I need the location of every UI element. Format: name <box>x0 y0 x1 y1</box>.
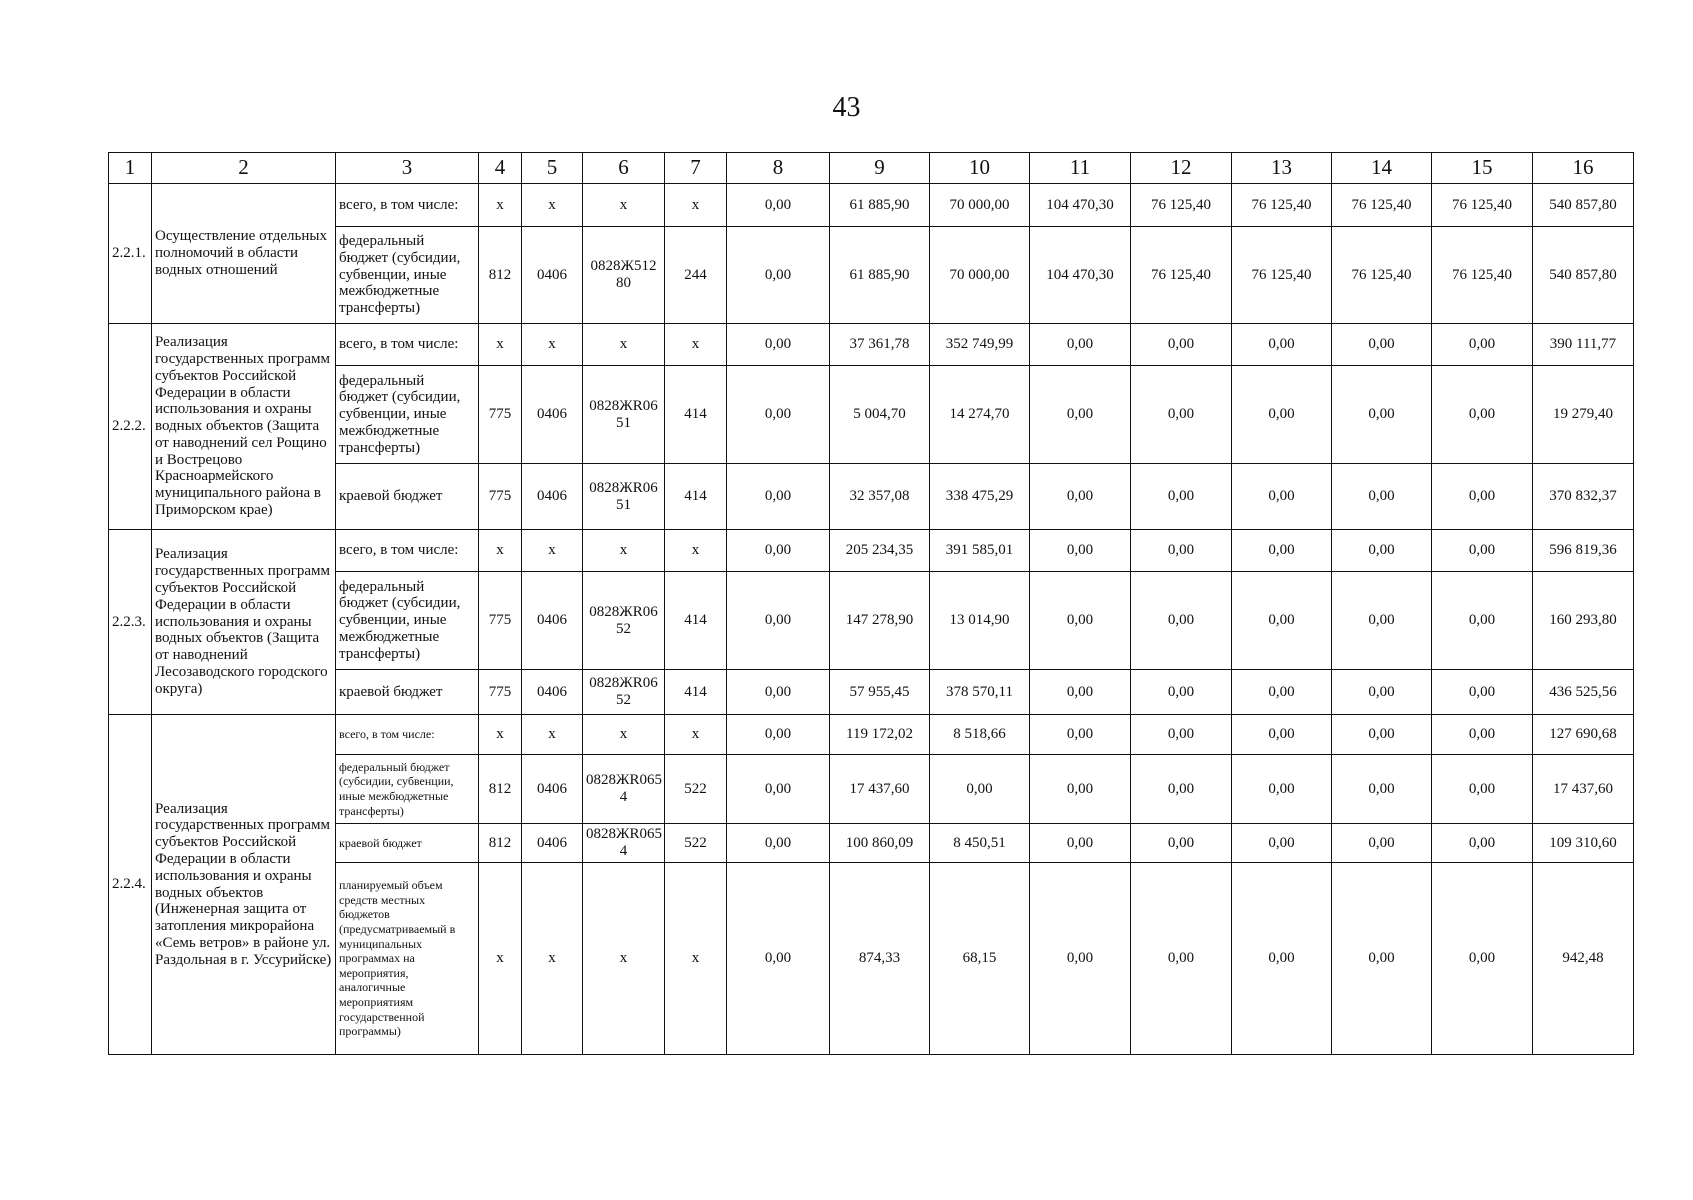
cell: 0,00 <box>1131 572 1232 670</box>
cell: х <box>583 715 665 755</box>
cell: 0,00 <box>1030 324 1131 366</box>
cell: 37 361,78 <box>830 324 930 366</box>
cell: 119 172,02 <box>830 715 930 755</box>
header-cell: 2 <box>152 153 336 184</box>
cell: 0,00 <box>1332 324 1432 366</box>
cell: 0,00 <box>930 755 1030 824</box>
header-cell: 7 <box>665 153 727 184</box>
cell: х <box>479 324 522 366</box>
cell: 0,00 <box>1332 464 1432 530</box>
measure-name: Осуществление отдельных полномочий в области водных отношений <box>152 184 336 324</box>
cell: 775 <box>479 464 522 530</box>
cell: х <box>665 530 727 572</box>
table-row <box>109 863 1634 1055</box>
cell: 70 000,00 <box>930 184 1030 227</box>
cell: 0,00 <box>1432 324 1533 366</box>
cell: х <box>583 863 665 1055</box>
cell: 17 437,60 <box>1533 755 1634 824</box>
cell: 0,00 <box>1232 824 1332 863</box>
cell: 0,00 <box>1232 464 1332 530</box>
cell: 0,00 <box>1332 824 1432 863</box>
header-cell: 5 <box>522 153 583 184</box>
cell: 0,00 <box>1131 530 1232 572</box>
cell: 0828ЖR06 52 <box>583 572 665 670</box>
cell: х <box>665 715 727 755</box>
cell: 76 125,40 <box>1332 184 1432 227</box>
cell: 0,00 <box>1232 755 1332 824</box>
cell: 0406 <box>522 227 583 324</box>
cell: 57 955,45 <box>830 670 930 715</box>
cell: х <box>583 324 665 366</box>
cell: 19 279,40 <box>1533 366 1634 464</box>
cell: 0,00 <box>1232 715 1332 755</box>
cell: 0,00 <box>1232 572 1332 670</box>
cell: 775 <box>479 572 522 670</box>
cell: 0406 <box>522 366 583 464</box>
table-row <box>109 755 1634 824</box>
cell: х <box>479 530 522 572</box>
cell: х <box>522 530 583 572</box>
table-row <box>109 366 1634 464</box>
cell: 414 <box>665 572 727 670</box>
funding-source: краевой бюджет <box>336 464 479 530</box>
cell: 8 518,66 <box>930 715 1030 755</box>
cell: 775 <box>479 366 522 464</box>
cell: 109 310,60 <box>1533 824 1634 863</box>
cell: 0,00 <box>1332 670 1432 715</box>
funding-source: всего, в том числе: <box>336 715 479 755</box>
cell: 352 749,99 <box>930 324 1030 366</box>
cell: 0,00 <box>1131 324 1232 366</box>
cell: 0,00 <box>1131 715 1232 755</box>
cell: 104 470,30 <box>1030 227 1131 324</box>
cell: 0,00 <box>1432 366 1533 464</box>
cell: 127 690,68 <box>1533 715 1634 755</box>
funding-source: федеральный бюджет (субсидии, субвенции, иные межбюджетные трансферты) <box>336 572 479 670</box>
cell: 0,00 <box>1030 670 1131 715</box>
measure-code: 2.2.3. <box>109 530 152 715</box>
header-cell: 4 <box>479 153 522 184</box>
cell: 0828ЖR06 51 <box>583 366 665 464</box>
table-row <box>109 227 1634 324</box>
cell: 0,00 <box>1030 366 1131 464</box>
cell: 0,00 <box>727 324 830 366</box>
cell: 596 819,36 <box>1533 530 1634 572</box>
cell: 0,00 <box>1030 572 1131 670</box>
cell: 874,33 <box>830 863 930 1055</box>
table-row <box>109 715 1634 755</box>
cell: 0,00 <box>1232 366 1332 464</box>
cell: 61 885,90 <box>830 227 930 324</box>
measure-name: Реализация государственных программ субъектов Российской Федерации в области использования и охраны водных объектов (Инженерная защита от затопления микрорайона «Семь ветров» в районе ул. Раздольная в г. Уссурийске) <box>152 715 336 1055</box>
cell: 0828ЖR065 4 <box>583 755 665 824</box>
cell: 0,00 <box>1131 366 1232 464</box>
cell: 100 860,09 <box>830 824 930 863</box>
cell: 0,00 <box>1332 715 1432 755</box>
table-row <box>109 464 1634 530</box>
cell: 0,00 <box>1232 670 1332 715</box>
cell: 436 525,56 <box>1533 670 1634 715</box>
cell: 540 857,80 <box>1533 227 1634 324</box>
cell: 0,00 <box>1432 530 1533 572</box>
measure-code: 2.2.2. <box>109 324 152 530</box>
cell: х <box>522 715 583 755</box>
cell: х <box>522 324 583 366</box>
cell: х <box>479 863 522 1055</box>
cell: 0,00 <box>1332 572 1432 670</box>
table-row <box>109 530 1634 572</box>
cell: 0,00 <box>1131 824 1232 863</box>
cell: 17 437,60 <box>830 755 930 824</box>
cell: 812 <box>479 227 522 324</box>
cell: 0,00 <box>1030 824 1131 863</box>
cell: 0,00 <box>1030 755 1131 824</box>
cell: 0,00 <box>727 227 830 324</box>
cell: 0,00 <box>1432 755 1533 824</box>
cell: 76 125,40 <box>1432 227 1533 324</box>
cell: 68,15 <box>930 863 1030 1055</box>
cell: 0,00 <box>727 464 830 530</box>
cell: 160 293,80 <box>1533 572 1634 670</box>
cell: 370 832,37 <box>1533 464 1634 530</box>
header-cell: 9 <box>830 153 930 184</box>
cell: 0,00 <box>1432 670 1533 715</box>
cell: х <box>583 530 665 572</box>
cell: 0406 <box>522 572 583 670</box>
cell: х <box>479 715 522 755</box>
cell: 0,00 <box>727 670 830 715</box>
cell: 0,00 <box>1432 464 1533 530</box>
cell: 540 857,80 <box>1533 184 1634 227</box>
cell: 0,00 <box>1332 366 1432 464</box>
cell: 76 125,40 <box>1332 227 1432 324</box>
cell: 414 <box>665 464 727 530</box>
header-cell: 8 <box>727 153 830 184</box>
cell: 5 004,70 <box>830 366 930 464</box>
cell: 76 125,40 <box>1131 184 1232 227</box>
cell: 0,00 <box>1432 572 1533 670</box>
cell: 391 585,01 <box>930 530 1030 572</box>
cell: 414 <box>665 670 727 715</box>
funding-source: планируемый объем средств местных бюджетов (предусматриваемый в муниципальных программах на мероприятия, аналогичные мероприятиям государственной программы) <box>336 863 479 1055</box>
cell: х <box>665 184 727 227</box>
cell: х <box>583 184 665 227</box>
cell: 0,00 <box>1131 755 1232 824</box>
header-cell: 1 <box>109 153 152 184</box>
measure-name: Реализация государственных программ субъектов Российской Федерации в области использования и охраны водных объектов (Защита от наводнений сел Рощино и Вострецово Красноармейского муниципального района в Приморском крае) <box>152 324 336 530</box>
cell: 0,00 <box>1030 464 1131 530</box>
cell: 942,48 <box>1533 863 1634 1055</box>
table-row <box>109 824 1634 863</box>
cell: 0,00 <box>1432 824 1533 863</box>
cell: 0,00 <box>727 863 830 1055</box>
cell: 0,00 <box>1131 464 1232 530</box>
header-cell: 10 <box>930 153 1030 184</box>
cell: 414 <box>665 366 727 464</box>
cell: 0,00 <box>727 366 830 464</box>
cell: 8 450,51 <box>930 824 1030 863</box>
table-row <box>109 670 1634 715</box>
cell: 76 125,40 <box>1232 227 1332 324</box>
cell: 0,00 <box>727 715 830 755</box>
funding-source: всего, в том числе: <box>336 324 479 366</box>
cell: 522 <box>665 824 727 863</box>
header-cell: 12 <box>1131 153 1232 184</box>
funding-source: федеральный бюджет (субсидии, субвенции, иные межбюджетные трансферты) <box>336 366 479 464</box>
header-cell: 3 <box>336 153 479 184</box>
funding-source: краевой бюджет <box>336 670 479 715</box>
cell: 338 475,29 <box>930 464 1030 530</box>
cell: 104 470,30 <box>1030 184 1131 227</box>
cell: 0,00 <box>1332 530 1432 572</box>
cell: 390 111,77 <box>1533 324 1634 366</box>
header-cell: 15 <box>1432 153 1533 184</box>
cell: 0,00 <box>1030 863 1131 1055</box>
table-row <box>109 324 1634 366</box>
cell: 0406 <box>522 670 583 715</box>
cell: 0,00 <box>1232 324 1332 366</box>
cell: 0,00 <box>1030 530 1131 572</box>
cell: 775 <box>479 670 522 715</box>
cell: 76 125,40 <box>1131 227 1232 324</box>
measure-name: Реализация государственных программ субъектов Российской Федерации в области использования и охраны водных объектов (Защита от наводнений Лесозаводского городского округа) <box>152 530 336 715</box>
budget-table <box>108 152 1634 1055</box>
cell: 0828Ж512 80 <box>583 227 665 324</box>
cell: 0,00 <box>1232 863 1332 1055</box>
funding-source: всего, в том числе: <box>336 184 479 227</box>
table-row <box>109 184 1634 227</box>
funding-source: краевой бюджет <box>336 824 479 863</box>
funding-source: федеральный бюджет (субсидии, субвенции, иные межбюджетные трансферты) <box>336 227 479 324</box>
header-cell: 6 <box>583 153 665 184</box>
cell: 0828ЖR06 51 <box>583 464 665 530</box>
cell: 0,00 <box>1432 715 1533 755</box>
cell: 61 885,90 <box>830 184 930 227</box>
cell: 0,00 <box>1131 863 1232 1055</box>
cell: 147 278,90 <box>830 572 930 670</box>
cell: 244 <box>665 227 727 324</box>
cell: х <box>522 184 583 227</box>
measure-code: 2.2.1. <box>109 184 152 324</box>
cell: 0,00 <box>1131 670 1232 715</box>
cell: 0828ЖR065 4 <box>583 824 665 863</box>
cell: х <box>479 184 522 227</box>
cell: 0,00 <box>727 184 830 227</box>
header-cell: 11 <box>1030 153 1131 184</box>
cell: 32 357,08 <box>830 464 930 530</box>
header-cell: 16 <box>1533 153 1634 184</box>
cell: 13 014,90 <box>930 572 1030 670</box>
header-row <box>109 153 1634 184</box>
header-cell: 14 <box>1332 153 1432 184</box>
cell: 0,00 <box>1332 755 1432 824</box>
cell: 0,00 <box>727 572 830 670</box>
cell: 812 <box>479 824 522 863</box>
cell: х <box>665 863 727 1055</box>
cell: 0,00 <box>1432 863 1533 1055</box>
cell: 70 000,00 <box>930 227 1030 324</box>
cell: х <box>522 863 583 1055</box>
cell: 76 125,40 <box>1432 184 1533 227</box>
table-row <box>109 572 1634 670</box>
cell: 522 <box>665 755 727 824</box>
cell: 205 234,35 <box>830 530 930 572</box>
cell: 0406 <box>522 464 583 530</box>
funding-source: федеральный бюджет (субсидии, субвенции, иные межбюджетные трансферты) <box>336 755 479 824</box>
header-cell: 13 <box>1232 153 1332 184</box>
page-number: 43 <box>832 92 861 123</box>
measure-code: 2.2.4. <box>109 715 152 1055</box>
cell: х <box>665 324 727 366</box>
cell: 0406 <box>522 755 583 824</box>
cell: 0,00 <box>1030 715 1131 755</box>
cell: 0,00 <box>727 530 830 572</box>
cell: 0,00 <box>727 824 830 863</box>
cell: 0,00 <box>1232 530 1332 572</box>
cell: 0828ЖR06 52 <box>583 670 665 715</box>
cell: 812 <box>479 755 522 824</box>
cell: 0,00 <box>727 755 830 824</box>
cell: 76 125,40 <box>1232 184 1332 227</box>
cell: 0,00 <box>1332 863 1432 1055</box>
cell: 378 570,11 <box>930 670 1030 715</box>
cell: 0406 <box>522 824 583 863</box>
cell: 14 274,70 <box>930 366 1030 464</box>
funding-source: всего, в том числе: <box>336 530 479 572</box>
